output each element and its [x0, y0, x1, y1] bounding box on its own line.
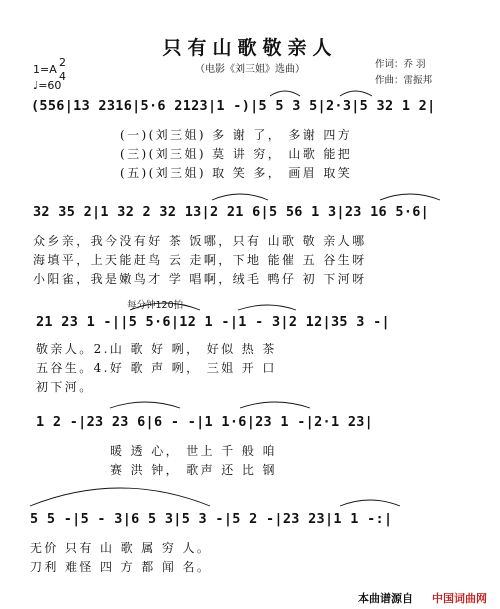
tempo-marking: ♩=60 — [33, 79, 62, 92]
composer-credit: 作曲：雷振邦 — [375, 75, 433, 86]
slur — [240, 402, 310, 408]
lyric-line-3-2: 五谷生。4.好 歌 声 咧， 三姐 开 口 — [36, 361, 277, 375]
slur — [30, 488, 210, 506]
time-signature-bottom: 4 — [59, 70, 66, 83]
song-title: 只有山歌敬亲人 — [162, 37, 338, 59]
lyric-line-5-1: 无价 只有 山 歌 属 穷 人。 — [30, 541, 212, 555]
notation-line-1: (556|13 2316|5·6 2123|1 -)|5 5 3 5|2·3|5 32 1 2| — [31, 98, 436, 114]
notation-line-4: 1 2 -|23 23 6|6 - -|1 1·6|23 1 -|2·1 23| — [36, 414, 374, 430]
slur — [238, 305, 296, 310]
lyricist-credit: 作词：乔 羽 — [375, 59, 426, 70]
lyric-line-1-2: (三)(刘三姐) 莫 讲 穷， 山歌 能把 — [120, 147, 353, 161]
lyric-line-4-2: 赛 洪 钟， 歌声 还 比 钢 — [110, 463, 277, 477]
lyric-line-1-3: (五)(刘三姐) 取 笑 多， 画眉 取笑 — [120, 166, 353, 180]
slur — [340, 500, 400, 506]
key-signature: 1=A — [33, 63, 57, 76]
lyric-line-2-3: 小阳雀，我是嫩鸟才 学 唱啊，绒毛 鸭仔 初 下河呀 — [33, 272, 367, 286]
footer-site-link[interactable]: 中国词曲网 — [432, 592, 487, 605]
slur — [212, 194, 268, 200]
lyric-line-4-1: 暖 透 心， 世上 千 般 咱 — [110, 444, 277, 458]
slur — [110, 402, 180, 408]
notation-line-2: 32 35 2|1 32 2 32 13|2 21 6|5 56 1 3|23 16 5·6| — [33, 204, 430, 220]
footer-source: 本曲谱源自 — [358, 592, 413, 605]
lyric-line-2-1: 众乡亲，我今没有好 茶 饭哪，只有 山歌 敬 亲人哪 — [33, 234, 367, 248]
slur — [340, 91, 372, 96]
slur — [380, 194, 440, 200]
lyric-line-3-3: 初下河。 — [36, 380, 94, 394]
time-signature-top: 2 — [59, 56, 66, 69]
notation-line-5: 5 5 -|5 - 3|6 5 3|5 3 -|5 2 -|23 23|1 1 -:| — [30, 511, 393, 527]
song-subtitle: （电影《刘三姐》选曲） — [195, 64, 305, 75]
lyric-line-3-1: 敬亲人。2.山 歌 好 咧， 好似 热 茶 — [36, 342, 277, 356]
notation-line-3: 21 23 1 -||5 5·6|12 1 -|1 - 3|2 12|35 3 -| — [36, 314, 390, 330]
lyric-line-5-2: 刀利 难怪 四 方 都 闻 名。 — [30, 560, 212, 574]
slur — [270, 91, 300, 96]
tempo-change-marking: 每分钟120拍 — [127, 300, 184, 311]
lyric-line-1-1: (一)(刘三姐) 多 谢 了， 多谢 四方 — [120, 128, 353, 142]
slur — [130, 303, 200, 310]
lyric-line-2-2: 海填平，上天能赶鸟 云 走啊，下地 能催 五 谷生呀 — [33, 253, 367, 267]
